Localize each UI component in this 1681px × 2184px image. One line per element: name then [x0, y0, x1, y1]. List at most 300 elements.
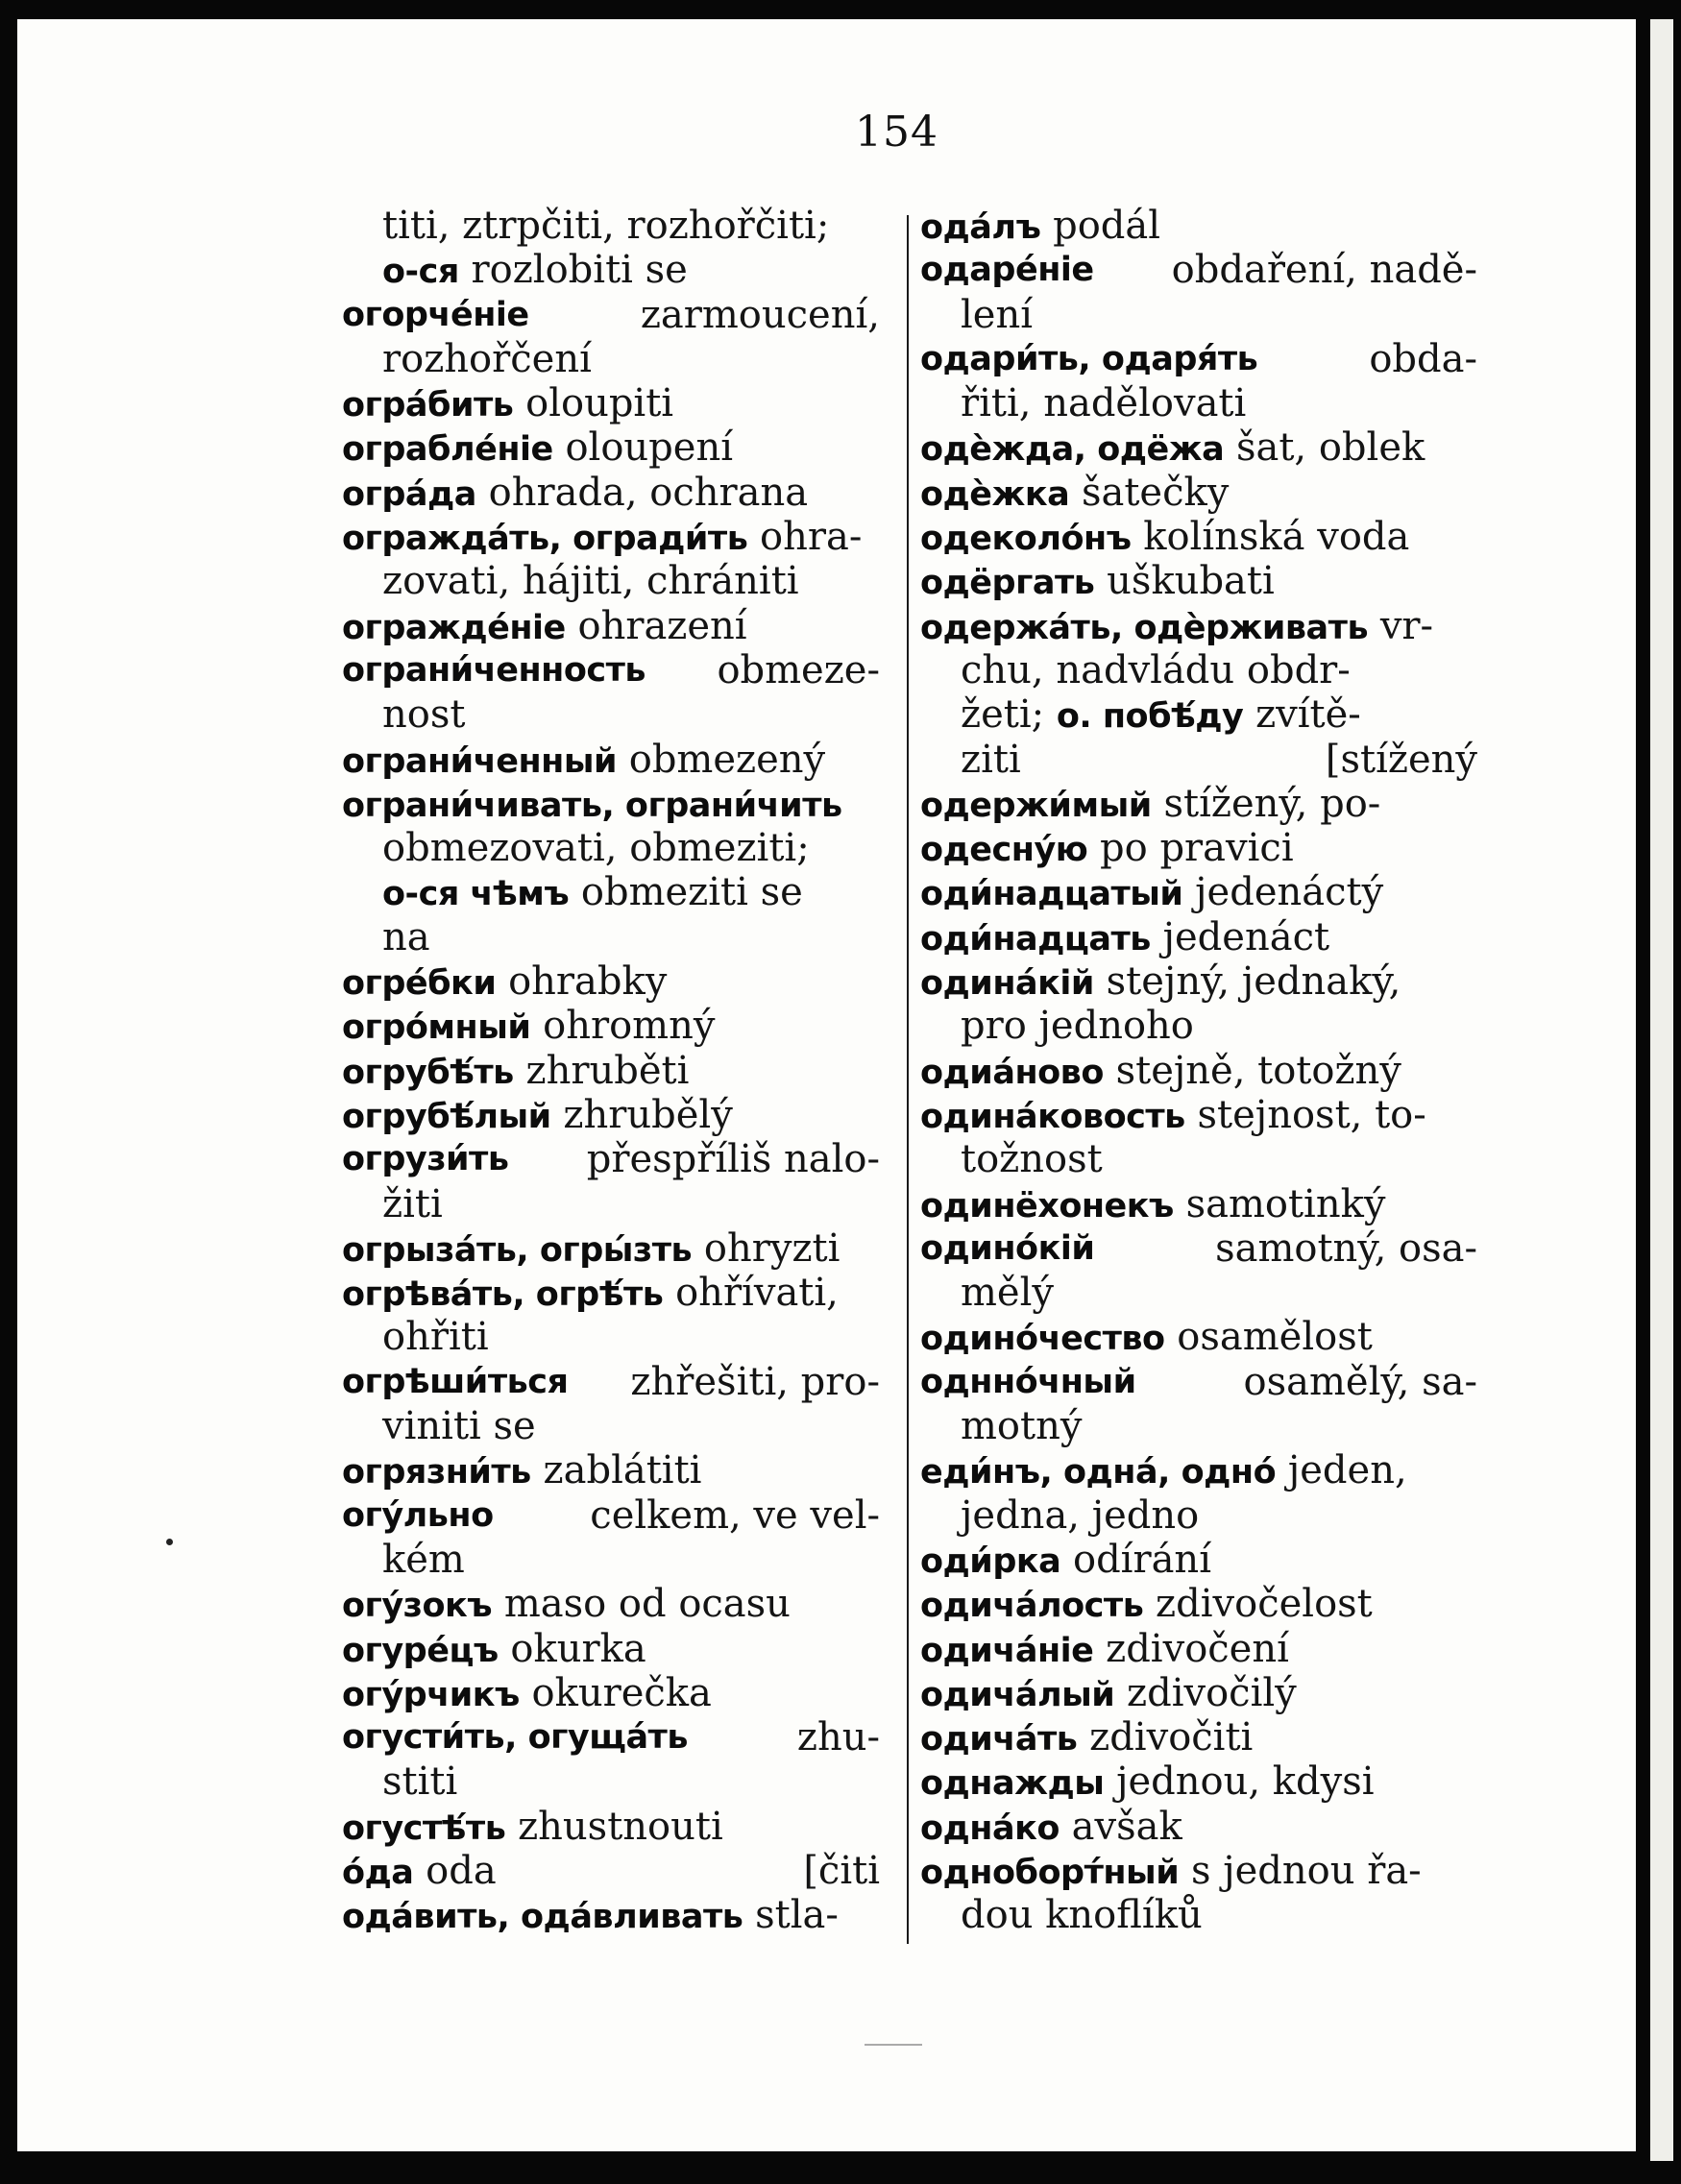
entry-left [382, 204, 829, 248]
entry-left [920, 1805, 1182, 1849]
entry-left [920, 1582, 1373, 1626]
definition-text: obmezovati, obmeziti; [382, 826, 810, 871]
definition-text: ohřívati, [675, 1271, 839, 1316]
entry-line [342, 692, 880, 737]
definition-text: ohryzti [703, 1225, 840, 1271]
definition-text: oda [426, 1848, 497, 1893]
smudge-mark [865, 2044, 922, 2046]
headword: однажды [920, 1764, 1105, 1804]
entry-line [342, 1538, 880, 1582]
headword: огрѣши́ться [342, 1362, 569, 1401]
headword: огра́бить [342, 386, 514, 425]
definition-text: oloupiti [525, 381, 674, 426]
headword: одѐжда, одёжа [920, 430, 1225, 470]
definition-text: stla- [755, 1893, 839, 1938]
definition-text: motný [961, 1404, 1083, 1449]
definition-text: přespříliš nalo- [586, 1137, 880, 1182]
entry-left [920, 1093, 1426, 1137]
headword: одна́ко [920, 1808, 1060, 1848]
headword: одиа́ново [920, 1053, 1104, 1092]
entry-left [342, 1893, 839, 1937]
entry-line [920, 1893, 1477, 1937]
headword: огрѣва́ть, огрѣ́ть [342, 1275, 664, 1315]
headword: ода́вить, ода́вливать [342, 1898, 743, 1937]
definition-text: okurečka [531, 1670, 712, 1715]
definition-text: šatečky [1081, 470, 1230, 515]
entry-line [920, 425, 1477, 470]
definition-text: okurka [510, 1626, 646, 1671]
entry-line [342, 1004, 880, 1048]
entry-line [342, 826, 880, 870]
entry-line [920, 1805, 1477, 1849]
entry-line [920, 515, 1477, 559]
entry-line [342, 425, 880, 470]
entry-line [920, 1627, 1477, 1671]
entry-left [920, 1315, 1373, 1359]
headword: огражде́ніе [342, 608, 566, 647]
headword: еди́нъ, одна́, одно́ [920, 1453, 1277, 1492]
entry-line [342, 471, 880, 515]
entry-left [342, 782, 842, 826]
entry-line [920, 1137, 1477, 1181]
entry-left [342, 1627, 646, 1671]
entry-left [342, 1805, 723, 1849]
entry-line [342, 604, 880, 648]
headword: огусти́ть, огуща́ть [342, 1718, 688, 1758]
entry-left [920, 959, 1401, 1004]
headword: одича́лость [920, 1587, 1144, 1626]
entry-line [920, 1315, 1477, 1359]
definition-text: stejnost, to- [1197, 1092, 1426, 1137]
entry-left [961, 1137, 1103, 1181]
entry-left [342, 1049, 689, 1093]
definition-text: kolínská voda [1143, 515, 1410, 560]
headword: огре́бки [342, 964, 497, 1004]
definition-text: zvítě- [1255, 692, 1361, 738]
headword: огро́мный [342, 1008, 531, 1048]
entry-left [961, 692, 1361, 737]
headword: огу́льно [342, 1495, 494, 1535]
entry-left [342, 1715, 880, 1759]
entry-line [342, 1226, 880, 1271]
entry-left [961, 1893, 1203, 1937]
entry-left [342, 1582, 791, 1626]
entry-left [920, 1759, 1375, 1804]
entry-line [920, 1004, 1477, 1048]
definition-text: stiti [382, 1759, 458, 1805]
entry-left [961, 293, 1033, 337]
entry-left [961, 1404, 1082, 1448]
headword: ограбле́ніе [342, 430, 553, 470]
entry-line [342, 1049, 880, 1093]
headword: огражда́ть, огради́ть [342, 520, 748, 559]
definition-text: řiti, nadělovati [961, 381, 1247, 426]
headword: одёргать [920, 564, 1095, 603]
definition-text: šat, oblek [1235, 425, 1425, 471]
definition-text: chu, nadvládu obdr- [961, 647, 1351, 692]
definition-text: zhu- [796, 1715, 880, 1760]
definition-text: samotinký [1185, 1181, 1386, 1226]
entry-line [342, 337, 880, 381]
headword: одино́чество [920, 1320, 1165, 1359]
definition-text: jedenáct [1162, 914, 1330, 959]
headword: огрязни́ть [342, 1453, 531, 1492]
entry-left [382, 559, 799, 603]
headword: одаре́ніе [920, 251, 1094, 290]
entry-left [382, 1538, 465, 1582]
entry-line [920, 604, 1477, 648]
entry-line [920, 648, 1477, 692]
definition-text: s jednou řa- [1190, 1848, 1422, 1893]
definition-text: tožnost [961, 1137, 1103, 1182]
entry-left [920, 1226, 1477, 1271]
definition-text: obmeziti se [580, 870, 803, 915]
entry-line [920, 204, 1477, 248]
definition-text: obmeze- [717, 647, 880, 692]
headword: одина́кій [920, 964, 1094, 1004]
adjacent-page-edge [1650, 19, 1673, 2161]
entry-line [342, 1360, 880, 1404]
continuation-text: [stížený [1325, 737, 1477, 782]
entry-line [342, 1315, 880, 1359]
right-column [920, 204, 1477, 1938]
definition-text: samotný, osa- [1215, 1225, 1477, 1271]
entry-line [920, 381, 1477, 425]
entry-line [920, 1049, 1477, 1093]
headword: ограни́ченность [342, 650, 646, 690]
entry-left [382, 1404, 536, 1448]
entry-line [342, 1715, 880, 1759]
entry-line [342, 248, 880, 292]
entry-line [342, 1493, 880, 1538]
entry-left [342, 648, 880, 692]
definition-text: obmezený [628, 737, 826, 782]
definition-text: osamělost [1177, 1315, 1373, 1360]
headword: огу́рчикъ [342, 1675, 520, 1714]
speck-mark [166, 1539, 173, 1545]
entry-left [342, 471, 808, 515]
definition-text: zarmoucení, [640, 292, 880, 337]
entry-line [920, 826, 1477, 870]
entry-left [920, 1627, 1289, 1671]
definition-text: stejný, jednaký, [1106, 959, 1401, 1005]
headword: огорче́ніе [342, 295, 529, 334]
entry-line [920, 1582, 1477, 1626]
entry-left [342, 1004, 715, 1048]
entry-line [342, 915, 880, 959]
headword: оди́надцатый [920, 875, 1183, 914]
entry-left [920, 782, 1380, 826]
definition-text: ohřiti [382, 1315, 489, 1360]
entry-line [342, 1137, 880, 1181]
entry-left [961, 1271, 1054, 1315]
entry-left [920, 337, 1477, 381]
definition-text: podál [1053, 204, 1161, 248]
headword: одержа́ть, одѐрживать [920, 608, 1369, 647]
column-divider [907, 215, 909, 1944]
entry-left [382, 337, 592, 381]
headword: одеколо́нъ [920, 520, 1132, 559]
entry-line [920, 1448, 1477, 1492]
definition-text: avšak [1071, 1804, 1182, 1849]
entry-left [920, 870, 1383, 914]
entry-left [961, 738, 1021, 782]
headword: о́да [342, 1853, 414, 1892]
definition-text: dou knoflíků [961, 1893, 1203, 1938]
headword: ограни́ченный [342, 741, 618, 781]
definition-text: maso od ocasu [503, 1582, 791, 1627]
entry-line [342, 870, 880, 914]
entry-line [920, 782, 1477, 826]
definition-text: obda- [1369, 336, 1477, 381]
page-number: 154 [855, 108, 938, 157]
entry-left [382, 1759, 457, 1804]
entry-left [920, 1538, 1211, 1582]
entry-line [920, 1093, 1477, 1137]
entry-line [920, 337, 1477, 381]
entry-left [382, 1182, 443, 1226]
entry-line [920, 1404, 1477, 1448]
entry-left [961, 381, 1246, 425]
definition-text: ziti [961, 737, 1021, 782]
entry-line [342, 1805, 880, 1849]
entry-line [342, 1893, 880, 1937]
entry-left [920, 604, 1433, 648]
entry-left [961, 1004, 1194, 1048]
entry-line [920, 293, 1477, 337]
definition-text: pro jednoho [961, 1004, 1194, 1049]
entry-line [342, 1582, 880, 1626]
entry-line [920, 248, 1477, 292]
definition-text: celkem, ve vel- [590, 1492, 880, 1538]
entry-line [342, 1271, 880, 1315]
definition-text: stížený, po- [1163, 781, 1381, 826]
entry-left [920, 826, 1294, 870]
entry-left [920, 425, 1425, 470]
entry-left [342, 1360, 880, 1404]
entry-left [342, 1849, 497, 1893]
entry-left [920, 1849, 1422, 1893]
entry-line [342, 1671, 880, 1715]
entry-left [342, 515, 862, 559]
definition-text: obdaření, nadě- [1171, 248, 1477, 293]
definition-text: ohrada, ochrana [488, 470, 809, 515]
entry-left [961, 1493, 1199, 1538]
entry-left [920, 559, 1275, 603]
entry-left [342, 738, 825, 782]
entry-left [382, 915, 430, 959]
entry-left [342, 1493, 880, 1538]
headword: о. побѣ́ду [1056, 697, 1244, 737]
entry-line [342, 1093, 880, 1137]
entry-line [920, 1226, 1477, 1271]
definition-text: ohromný [543, 1004, 716, 1049]
entry-line [920, 959, 1477, 1004]
entry-left [342, 1671, 712, 1715]
entry-line [920, 1759, 1477, 1804]
entry-line [342, 1849, 880, 1893]
definition-text: na [382, 914, 430, 959]
entry-left [920, 1182, 1385, 1226]
headword: одержи́мый [920, 786, 1152, 825]
entry-left [920, 204, 1160, 248]
entry-line [342, 381, 880, 425]
entry-left [382, 826, 810, 870]
definition-text: žeti; [961, 692, 1045, 738]
definition-text: uškubati [1107, 559, 1275, 604]
definition-text: jedenáctý [1195, 870, 1384, 915]
entry-line [342, 1182, 880, 1226]
definition-text: zdivočení [1106, 1626, 1289, 1671]
entry-left [920, 1049, 1401, 1093]
entry-line [920, 471, 1477, 515]
entry-left [382, 248, 688, 292]
entry-left [342, 959, 667, 1004]
headword: одича́лый [920, 1675, 1115, 1714]
definition-text: jedna, jedno [961, 1492, 1200, 1538]
headword: огу́зокъ [342, 1587, 493, 1626]
entry-line [342, 738, 880, 782]
headword: однно́чный [920, 1362, 1136, 1401]
definition-text: zhrubělý [563, 1092, 733, 1137]
entry-left [342, 1271, 839, 1315]
entry-line [342, 293, 880, 337]
headword: о-ся [382, 253, 459, 292]
headword: огрыза́ть, огры́зть [342, 1230, 693, 1270]
entry-line [920, 915, 1477, 959]
entry-left [342, 1448, 701, 1492]
entry-left [920, 248, 1477, 292]
entry-line [342, 204, 880, 248]
entry-line [342, 1404, 880, 1448]
definition-text: zovati, hájiti, chrániti [382, 559, 799, 604]
entry-line [920, 692, 1477, 737]
entry-left [920, 1360, 1477, 1404]
headword: ограни́чивать, ограни́чить [342, 786, 842, 825]
definition-text: ohra- [760, 515, 863, 560]
definition-text: zdivočilý [1127, 1670, 1297, 1715]
entry-left [382, 870, 803, 914]
entry-line [342, 1759, 880, 1804]
headword: одича́ніе [920, 1631, 1094, 1670]
definition-text: zhřešiti, pro- [630, 1359, 880, 1404]
headword: оди́рка [920, 1541, 1061, 1581]
entry-left [920, 915, 1329, 959]
headword: огра́да [342, 474, 476, 514]
entry-left [920, 1715, 1253, 1759]
definition-text: ohrabky [508, 959, 668, 1005]
continuation-text: [čiti [803, 1848, 880, 1893]
definition-text: lení [961, 292, 1034, 337]
headword: одѐжка [920, 474, 1070, 514]
entry-line [920, 559, 1477, 603]
entry-left [342, 293, 880, 337]
entry-line [920, 1182, 1477, 1226]
headword: одино́кій [920, 1228, 1095, 1268]
entry-left [920, 515, 1409, 559]
entry-line [920, 1538, 1477, 1582]
entry-line [342, 959, 880, 1004]
headword: одинёхонекъ [920, 1186, 1174, 1225]
entry-left [961, 648, 1351, 692]
entry-left [382, 692, 465, 737]
definition-text: zablátiti [543, 1448, 702, 1493]
entry-left [342, 604, 747, 648]
definition-text: zdivočelost [1156, 1582, 1373, 1627]
entry-line [920, 1360, 1477, 1404]
definition-text: ohrazení [577, 603, 747, 648]
entry-left [342, 425, 733, 470]
headword: одноборт́ный [920, 1853, 1180, 1892]
definition-text: zhustnouti [518, 1804, 723, 1849]
headword: одари́ть, одаря́ть [920, 339, 1258, 378]
headword: оди́надцать [920, 919, 1151, 959]
definition-text: odírání [1072, 1537, 1211, 1582]
definition-text: nost [382, 692, 466, 738]
headword: огустѣ́ть [342, 1808, 506, 1848]
entry-line [342, 559, 880, 603]
entry-line [342, 515, 880, 559]
entry-line [920, 1671, 1477, 1715]
headword: одесну́ю [920, 831, 1088, 870]
left-column [342, 204, 880, 1938]
entry-left [342, 1093, 733, 1137]
entry-line [920, 738, 1477, 782]
definition-text: viniti se [382, 1404, 536, 1449]
headword: огрузи́ть [342, 1140, 509, 1179]
definition-text: vr- [1379, 603, 1434, 648]
entry-left [342, 1137, 880, 1181]
entry-left [342, 381, 673, 425]
entry-line [920, 1271, 1477, 1315]
definition-text: oloupení [565, 425, 734, 471]
definition-text: kém [382, 1537, 465, 1582]
entry-line [920, 1715, 1477, 1759]
definition-text: jeden, [1287, 1448, 1407, 1493]
headword: ода́лъ [920, 208, 1041, 247]
definition-text: mělý [961, 1271, 1054, 1316]
definition-text: jednou, kdysi [1116, 1759, 1375, 1805]
definition-text: titi, ztrpčiti, rozhořčiti; [382, 204, 830, 248]
definition-text: rozlobiti se [471, 248, 688, 293]
entry-left [920, 471, 1229, 515]
headword: одина́ковость [920, 1097, 1185, 1136]
definition-text: po pravici [1100, 826, 1294, 871]
entry-line [342, 782, 880, 826]
definition-text: osamělý, sa- [1243, 1359, 1477, 1404]
headword: огрубѣ́лый [342, 1097, 551, 1136]
entry-line [342, 1627, 880, 1671]
headword: огрубѣ́ть [342, 1053, 514, 1092]
definition-text: stejně, totožný [1115, 1048, 1401, 1093]
definition-text: rozhořčení [382, 336, 592, 381]
entry-left [920, 1448, 1407, 1492]
headword: огуре́цъ [342, 1631, 499, 1670]
definition-text: zdivočiti [1089, 1715, 1254, 1760]
definition-text: zhruběti [525, 1048, 690, 1093]
entry-left [342, 1226, 840, 1271]
entry-line [920, 1849, 1477, 1893]
headword: одича́ть [920, 1720, 1078, 1759]
entry-line [342, 1448, 880, 1492]
definition-text: žiti [382, 1181, 443, 1226]
headword: о-ся чѣмъ [382, 875, 570, 914]
entry-left [382, 1315, 489, 1359]
entry-left [920, 1671, 1297, 1715]
entry-line [920, 870, 1477, 914]
entry-line [342, 648, 880, 692]
entry-line [920, 1493, 1477, 1538]
